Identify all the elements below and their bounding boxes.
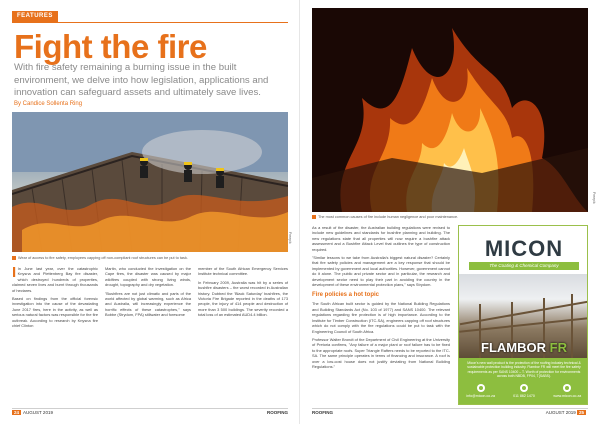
ad-product-suffix: FR [549, 340, 567, 355]
ad-tagline: The Coating & Chemical Company [469, 262, 579, 270]
footer-brand [312, 410, 333, 416]
photo-credit: Freepik [592, 192, 596, 204]
web-icon [563, 384, 571, 392]
ad-copy: Micon's new wall product is the protection of the roofing industry technical & sustainable protection building industry. Flambor FR will meet the fire safety requirements as per SANS 10400 – T. Worth of protection for environments across both NBDB, FP04, T(SABS). [467, 361, 581, 379]
caption-marker-icon [12, 256, 16, 260]
body-column-2 [105, 266, 191, 321]
ad-contact-text: www.micon.co.za [553, 394, 582, 398]
caption-marker-icon [312, 215, 316, 219]
body-paragraph: "Bushfires are not just climatic and parts of the world affected by global warming, such as Africa and Australia, will increasingly experience the horrific effects of these catastrophes," says Bobbe (Strydom, FPA) stillwater and foresome [105, 290, 191, 318]
body-paragraph: Professor Walter Brondt of the Department of Civil Engineering at the University of Pretoria confirms, "Any failure of a major plant or roof failure has to be fixed to the appropriate roofs. Super Triangle Rafters needs to be reported to the ITC-SA. The same principle operates in terms of financing and insurance. A roof is over a low-cost house does not justify deviating from National Building Regulations." [312, 336, 450, 369]
body-paragraph [12, 266, 98, 293]
body-paragraph: The South African built sector is guided by the National Building Regulations and Building Standards Act (No. 103 of 1977) and SANS 10400. The relevant regulations regarding fire protection is of high importance. According to the Institute for Timber Construction (ITC-SA), engineers capping off roof structures which do not comply with the fire regulations could be put to task with the Engineering Council of South Africa. [312, 301, 450, 334]
article-title: Fight the fire [14, 28, 207, 65]
ad-contact-email[interactable] [461, 384, 501, 398]
issue-date: AUGUST 2019 [23, 410, 53, 415]
page-footer [12, 410, 53, 416]
article-standfirst: With fire safety remaining a burning issue in the built environment, we delve into how legislation, applications and innovation can safeguard assets and ultimately save lives. [14, 62, 269, 98]
footer-brand [267, 410, 288, 416]
subheading: Fire policies a hot topic [312, 292, 380, 299]
body-column-1 [12, 266, 98, 331]
flames-illustration [312, 8, 588, 212]
body-paragraph: In February 2009, Australia was hit by a series of bushfire disasters – the worst recorded in Australian history. Dubbed the 'Black Saturday' bushfires, the Victoria Fire Brigade reported in the deaths of 173 people, the injury of 414 people and destruction of more than 3 500 buildings. The severity recorded a total loss of an estimated AUD4.4 billion. [198, 279, 288, 318]
page-footer [546, 410, 588, 416]
ad-logo: MICON [484, 236, 564, 261]
right-page [300, 0, 600, 424]
email-icon [477, 384, 485, 392]
body-column-right [312, 225, 450, 372]
photo-caption [12, 256, 288, 261]
body-paragraph: "Similar lessons to we take from Australia's biggest natural disaster? Certainly that fire safety policies and management are a key response that should be implemented by government and local authorities. However, government cannot do it alone. The public and private sector and in particular, the research and development sector need to play their part in avoiding the country in the development of these environmental protection plans," says Strydom. [312, 255, 450, 288]
drop-cap: I [12, 264, 17, 281]
body-paragraph: Based on findings from the official forensic investigation into the cause of the devastating June 2017 fires, here in the activity, as well as serious natural factors was responsible for the fire outbreak. According to research by Knysna fire chief Clinton [12, 296, 98, 329]
photo-caption [312, 215, 532, 220]
body-column-3 [198, 266, 288, 321]
page-number: 25 [578, 410, 584, 415]
ad-contacts [459, 384, 588, 398]
article-byline: By Candice Sollenta Ring [14, 101, 83, 107]
body-paragraph: As a result of the disaster, the Australian building regulations were revised to include new guidelines and standards for bushfire planning and building. The new regulations state that all properties will now require a bushfire attack assessment and a Bushfire Attack Level that outlines the type of construction required. [312, 225, 450, 252]
issue-date: AUGUST 2019 [545, 410, 576, 415]
page-number: 24 [14, 410, 20, 415]
roof-fire-photo [12, 112, 288, 252]
micon-advert[interactable] [458, 225, 588, 405]
ad-contact-phone[interactable] [504, 384, 544, 398]
ad-product-word: FLAMBOR [481, 340, 547, 355]
body-paragraph: Martin, who conducted the investigation on the Cape fires, the disaster was caused by major wildfires coupled with strong living winds, drought, topography and dry vegetation. [105, 266, 191, 288]
ad-contact-web[interactable] [547, 384, 587, 398]
caption-text: Wear of access to fire safety, employees capping off non-compliant roof structures can be put to task. [18, 256, 188, 260]
phone-icon [520, 384, 528, 392]
ad-product-name [459, 340, 588, 355]
brand-name: ROOFING [267, 410, 288, 415]
caption-text: The most common causes of fire include human negligence and poor maintenance. [318, 215, 459, 219]
footer-rule [12, 408, 288, 409]
section-tab: FEATURES [12, 11, 58, 22]
footer-rule [312, 408, 588, 409]
ad-contact-text: info@micon.co.za [466, 394, 495, 398]
section-rule [12, 22, 288, 23]
body-text: In June last year, over the catastrophic Knysna and Plettenberg Bay fire disaster, which destroyed hundreds of properties, claimed seven lives and burnt through thousands of hectares. [12, 266, 98, 293]
brand-name: ROOFING [312, 410, 333, 415]
roof-fire-illustration [12, 112, 288, 252]
body-paragraph: member of the South African Emergency Services Institute technical committee. [198, 266, 288, 277]
ad-contact-text: 011 862 1470 [513, 394, 535, 398]
flames-photo [312, 8, 588, 212]
photo-credit: Freepik [288, 232, 292, 244]
